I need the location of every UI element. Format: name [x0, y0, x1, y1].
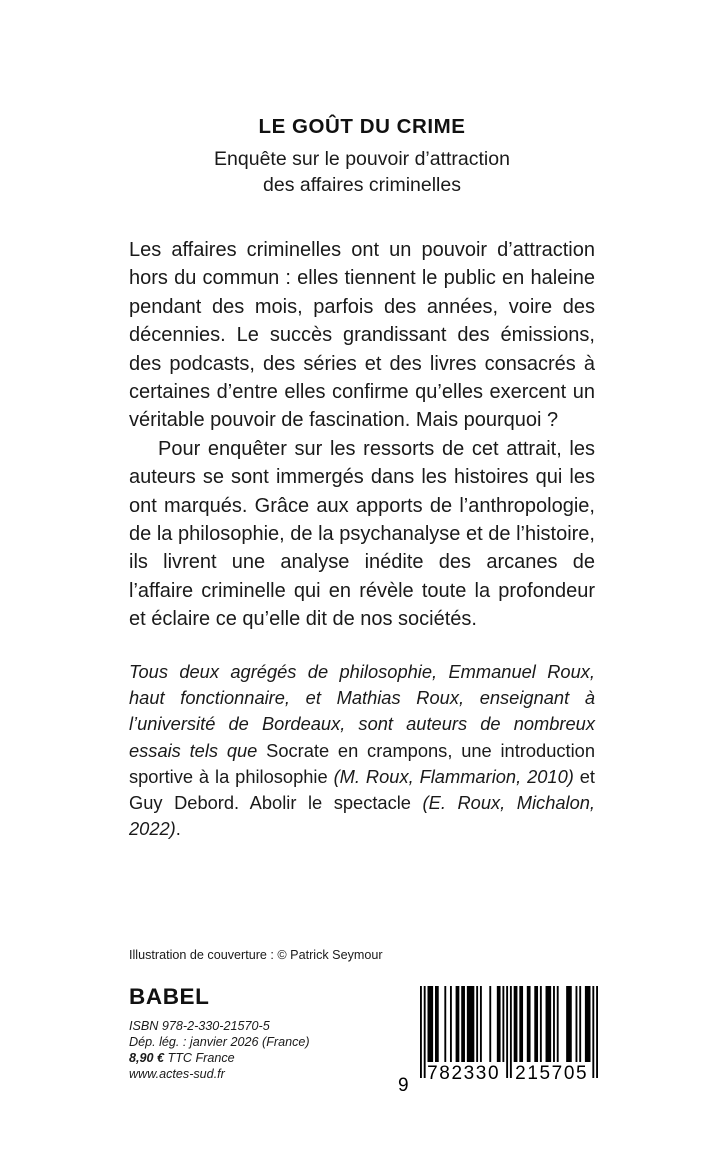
- barcode-image: [420, 984, 598, 1096]
- bio-work-2-title: Guy Debord. Abolir le spectacle: [129, 792, 411, 814]
- subtitle-line-1: Enquête sur le pouvoir d’attraction: [214, 148, 510, 170]
- barcode-left-digits: 782330: [427, 1063, 501, 1084]
- bio-segment-1: Tous deux agrégés de philosophie, Emmanuel Roux, haut fonctionnaire, et Mathias Roux, enseignant à l’université de Bordeaux, sont auteurs de nombreux essais tels que: [129, 661, 595, 761]
- barcode-area: [398, 984, 598, 1096]
- title-block: [129, 114, 595, 198]
- isbn-line: ISBN 978-2-330-21570-5: [129, 1018, 270, 1033]
- bio-work-1-title: Socrate en crampons, une introduction sportive à la philosophie: [129, 739, 595, 787]
- imprint-logo: BABEL: [129, 984, 210, 1009]
- subtitle-line-2: des affaires criminelles: [263, 174, 461, 197]
- price-value: 8,90 €: [129, 1050, 165, 1065]
- bio-segment-3: .: [175, 818, 181, 840]
- price-line: [129, 1050, 429, 1066]
- legal-deposit-line: Dép. lég. : janvier 2026 (France): [129, 1034, 310, 1049]
- barcode-svg: [420, 984, 598, 1096]
- blurb-text: [129, 236, 595, 634]
- page-title: LE GOÛT DU CRIME: [258, 115, 466, 138]
- colophon-block: [129, 986, 429, 1082]
- price-suffix: TTC France: [164, 1050, 235, 1065]
- publisher-website: www.actes-sud.fr: [129, 1067, 225, 1082]
- bio-work-2-credit: (E. Roux, Michalon, 2022): [129, 792, 596, 840]
- author-bio-paragraph: [129, 659, 595, 842]
- barcode-lead-digit: 9: [398, 1075, 409, 1096]
- bio-segment-2: et: [579, 765, 596, 787]
- cover-illustration-credit: Illustration de couverture : © Patrick Seymour: [129, 948, 383, 962]
- bio-work-1-credit: (M. Roux, Flammarion, 2010): [327, 765, 580, 787]
- imprint-details: [129, 1018, 429, 1083]
- blurb-paragraph-2: Pour enquêter sur les ressorts de cet attrait, les auteurs se sont immergés dans les histoires qui les ont marqués. Grâce aux apports de l’anthropologie, de la philosophie, de la psychanalyse et de l’histoire, ils livrent une analyse inédite des arcanes de l’affaire criminelle qui en révèle toute la profondeur et éclaire ce qu’elle dit de nos sociétés.: [129, 437, 595, 631]
- barcode-right-digits: 215705: [515, 1063, 589, 1084]
- subtitle: [129, 146, 595, 198]
- author-bio: [129, 659, 595, 842]
- blurb-paragraph-1: Les affaires criminelles ont un pouvoir d’attraction hors du commun : elles tiennent le public en haleine pendant des mois, parfois des années, voire des décennies. Le succès grandissant des émissions, des podcasts, des séries et des livres consacrés à certaines d’entre elles confirme qu’elles exercent un véritable pouvoir de fascination. Mais pourquoi ?: [129, 239, 595, 432]
